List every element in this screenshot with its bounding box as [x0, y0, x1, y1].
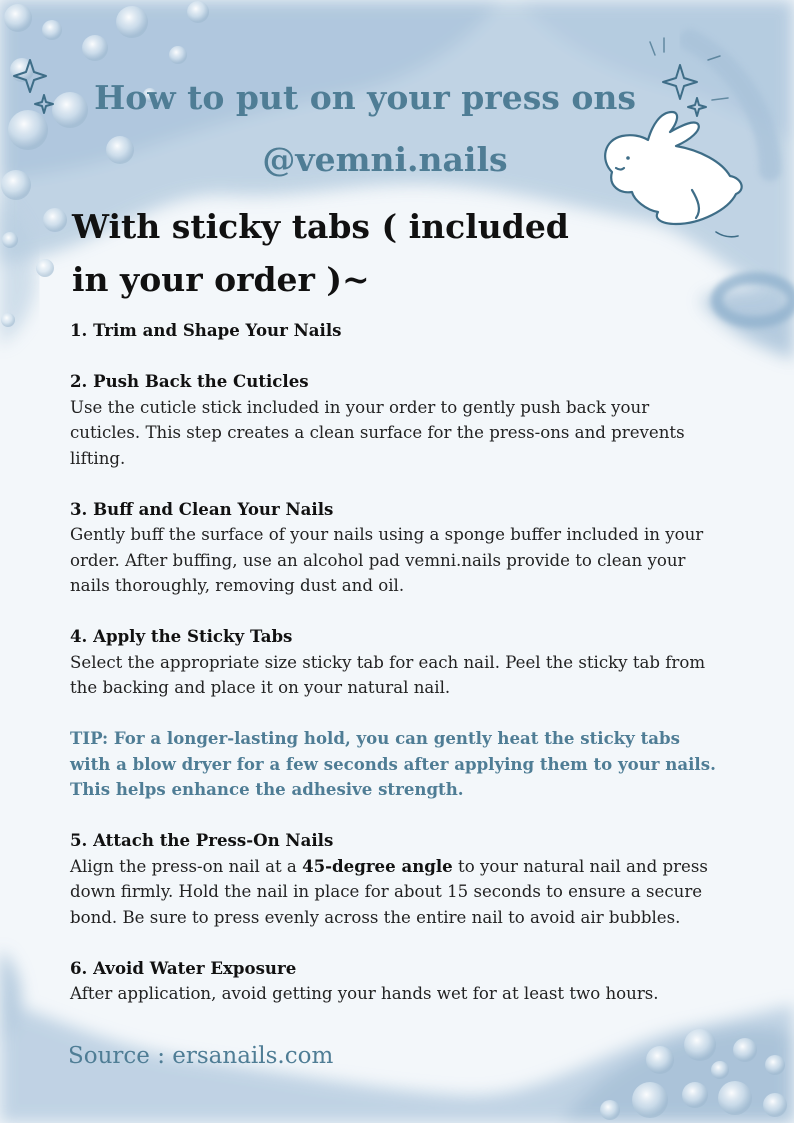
- step-body: Select the appropriate size sticky tab for each nail. Peel the sticky tab from the backing and place it on your natural nail.: [70, 652, 706, 697]
- step-title: 4. Apply the Sticky Tabs: [70, 626, 293, 646]
- step-title: 6. Avoid Water Exposure: [70, 957, 297, 978]
- subtitle-line-2: in your order )~: [72, 260, 370, 299]
- source-credit: Source : ersanails.com: [68, 1043, 334, 1069]
- step-title: 1. Trim and Shape Your Nails: [70, 320, 342, 340]
- step-title: 2. Push Back the Cuticles: [70, 371, 309, 391]
- step-body-text: to your natural nail and press down firmly. Hold the nail in place for about 15 seconds to ensure a secure bond. Be sure to press evenly across the entire nail to avoid air bubbles.: [70, 856, 708, 927]
- step-4: [70, 624, 720, 701]
- step-body: Gently buff the surface of your nails using a sponge buffer included in your order. After buffing, use an alcohol pad vemni.nails provide to clean your nails thoroughly, removing dust and oil.: [70, 525, 704, 595]
- step-2: [70, 369, 720, 471]
- subtitle-line-1: With sticky tabs ( included: [72, 207, 569, 246]
- angle-emphasis: 45-degree angle: [302, 855, 453, 876]
- step-body: Use the cuticle stick included in your order to gently push back your cuticles. This step creates a clean surface for the press-ons and prevents lifting.: [70, 397, 685, 468]
- step-body-text: Align the press-on nail at a: [70, 856, 303, 876]
- brand-handle: @vemni.nails: [262, 140, 508, 179]
- step-6: [70, 956, 720, 1007]
- subtitle: [72, 200, 612, 306]
- step-1: [70, 318, 720, 344]
- page-title: How to put on your press ons: [94, 78, 636, 117]
- tip-note: TIP: For a longer-lasting hold, you can gently heat the sticky tabs with a blow dryer for a few seconds after applying them to your nails. This helps enhance the adhesive strength.: [70, 728, 716, 799]
- step-title: 5. Attach the Press-On Nails: [70, 830, 334, 850]
- step-5: [70, 828, 720, 930]
- step-body: After application, avoid getting your hands wet for at least two hours.: [70, 984, 659, 1003]
- step-title: 3. Buff and Clean Your Nails: [70, 498, 334, 519]
- step-body: [70, 854, 720, 931]
- steps-list: [70, 318, 720, 1032]
- step-3: [70, 497, 720, 599]
